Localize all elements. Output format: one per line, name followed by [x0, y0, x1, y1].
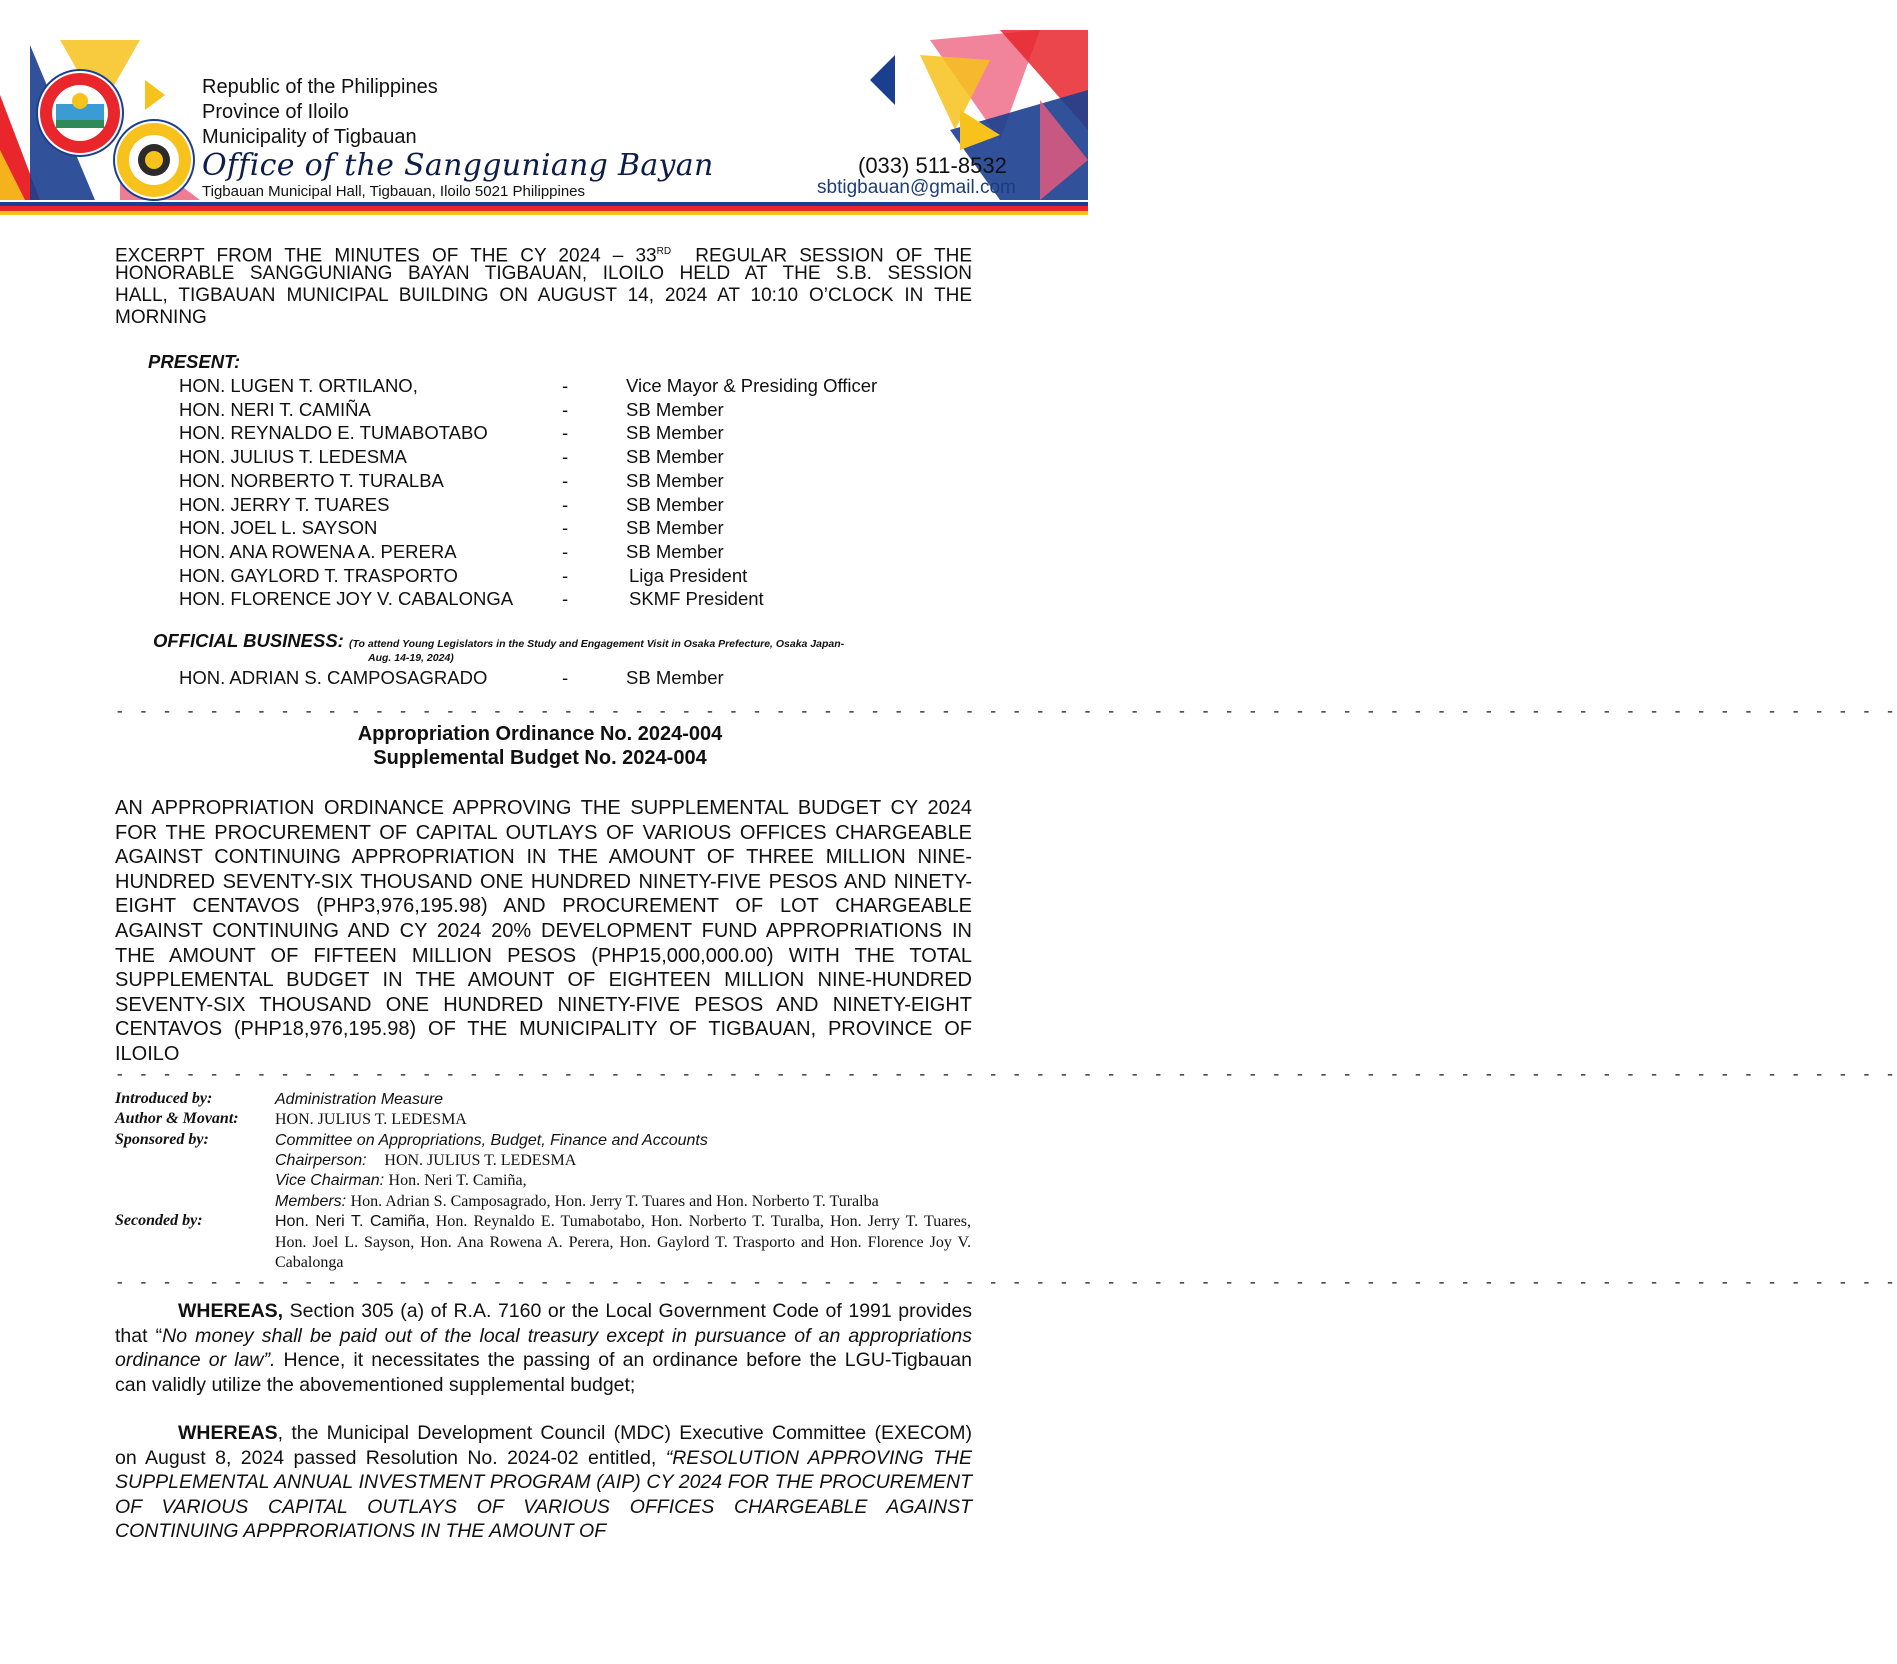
present-member-role: SB Member [626, 446, 724, 468]
present-member-role: SB Member [626, 469, 724, 491]
seconded-value: Hon. Neri T. Camiña, Hon. Reynaldo E. Tumabotabo, Hon. Norberto T. Turalba, Hon. Jerry T. Tuares, Hon. Joel L. Sayson, Hon. Ana Rowena A. Perera, Hon. Gaylord T. Trasporto and Hon. Florence Joy V. Cabalonga [275, 1213, 971, 1271]
present-member-role: SB Member [626, 517, 724, 539]
present-member-name: HON. NORBERTO T. TURALBA [179, 469, 444, 491]
excerpt-line-4: MORNING [115, 307, 207, 328]
present-member-name: HON. GAYLORD T. TRASPORTO [179, 564, 458, 586]
present-member-role: SKMF President [629, 588, 764, 610]
separator-3: - - - - - - - - - - - - - - - - - - - - - - - - - - - - - - - - - - - - - - - - - - - - - - - - - - - - - - - - - - - - - - - - - - - - - - - - - - - - [115, 1274, 1897, 1292]
phone-number: (033) 511-8532 [858, 153, 1007, 178]
present-member-name: HON. JERRY T. TUARES [179, 493, 390, 515]
sponsored-label: Sponsored by: [115, 1131, 209, 1148]
official-business-note: (To attend Young Legislators in the Study and Engagement Visit in Osaka Prefecture, Osaka Japan- [348, 638, 845, 650]
official-business-label: OFFICIAL BUSINESS: (To attend Young Legislators in the Study and Engagement Visit in Osaka Prefecture, Osaka Japan- [153, 630, 845, 651]
present-member-role: Vice Mayor & Presiding Officer [626, 375, 878, 396]
ordinance-title: AN APPROPRIATION ORDINANCE APPROVING THE SUPPLEMENTAL BUDGET CY 2024 FOR THE PROCUREMENT OF CAPITAL OUTLAYS OF VARIOUS OFFICES CHARGEABLE AGAINST CONTINUING APPROPRIATION IN THE AMOUNT OF THREE MILLION NINE-HUNDRED SEVENTY-SIX THOUSAND ONE HUNDRED NINETY-FIVE PESOS AND NINETY-EIGHT CENTAVOS (PHP3,976,195.98) AND PROCUREMENT OF LOT CHARGEABLE AGAINST CONTINUING AND CY 2024 20% DEVELOPMENT FUND APPROPRIATIONS IN THE AMOUNT OF FIFTEEN MILLION PESOS (PHP15,000,000.00) WITH THE TOTAL SUPPLEMENTAL BUDGET IN THE AMOUNT OF EIGHTEEN MILLION NINE-HUNDRED SEVENTY-SIX THOUSAND ONE HUNDRED NINETY-FIVE PESOS AND NINETY-EIGHT CENTAVOS (PHP18,976,195.98) OF THE MUNICIPALITY OF TIGBAUAN, PROVINCE OF ILOILO [115, 797, 972, 1065]
sponsored-value: Committee on Appropriations, Budget, Finance and Accounts [275, 1132, 708, 1149]
supplemental-budget-number: Supplemental Budget No. 2024-004 [373, 747, 707, 769]
present-member-dash: - [562, 422, 569, 444]
office-address: Tigbauan Municipal Hall, Tigbauan, Iloilo 5021 Philippines [202, 183, 586, 200]
excerpt-line-1: EXCERPT FROM THE MINUTES OF THE CY 2024 – 33RD REGULAR SESSION OF THE [115, 245, 972, 267]
present-member-dash: - [562, 564, 569, 586]
present-member-name: HON. ANA ROWENA A. PERERA [179, 540, 457, 562]
present-member-dash: - [562, 375, 569, 396]
present-member-role: SB Member [626, 493, 724, 515]
present-member-dash: - [562, 493, 569, 515]
separator-1: - - - - - - - - - - - - - - - - - - - - - - - - - - - - - - - - - - - - - - - - - - - - - - - - - - - - - - - - - - - - - - - - - - - - - - - - - - - - [115, 703, 1897, 721]
province-line: Province of Iloilo [202, 101, 349, 123]
author-label: Author & Movant: [115, 1110, 239, 1127]
present-member-name: HON. FLORENCE JOY V. CABALONGA [179, 588, 514, 610]
official-business-note-2: Aug. 14-19, 2024) [368, 652, 454, 664]
author-value: HON. JULIUS T. LEDESMA [275, 1111, 467, 1128]
present-member-role: SB Member [626, 422, 724, 444]
present-member-role: Liga President [629, 564, 748, 586]
chairperson-line: Chairperson: HON. JULIUS T. LEDESMA [275, 1152, 577, 1169]
official-business-dash: - [562, 667, 569, 688]
office-title: Office of the Sangguniang Bayan [202, 148, 714, 183]
whereas-clause-1: WHEREAS, Section 305 (a) of R.A. 7160 or the Local Government Code of 1991 provides that “No money shall be paid out of the local treasury except in pursuance of an appropriations ordinance or law”. Hence, it necessitates the passing of an ordinance before the LGU-Tigbauan can validly utilize the abovementioned supplemental budget; [115, 1300, 972, 1396]
email-address: sbtigbauan@gmail.com [817, 177, 1016, 198]
yellow-stripe [0, 211, 1088, 215]
excerpt-line-3: HALL, TIGBAUAN MUNICIPAL BUILDING ON AUGUST 14, 2024 AT 10:10 O’CLOCK IN THE [115, 285, 972, 306]
small-navy-triangle [870, 55, 895, 105]
introduced-label: Introduced by: [115, 1090, 213, 1107]
letterhead [0, 0, 1088, 225]
official-business-role: SB Member [626, 667, 724, 688]
separator-2: - - - - - - - - - - - - - - - - - - - - - - - - - - - - - - - - - - - - - - - - - - - - - - - - - - - - - - - - - - - - - - - - - - - - - - - - - - - - [115, 1066, 1897, 1084]
present-member-name: HON. JULIUS T. LEDESMA [179, 446, 407, 468]
sangguniang-bayan-seal [114, 120, 194, 200]
official-business-name: HON. ADRIAN S. CAMPOSAGRADO [179, 667, 488, 688]
present-member-role: SB Member [626, 398, 724, 420]
present-member-dash: - [562, 540, 569, 562]
present-member-role: SB Member [626, 540, 724, 562]
introduced-value: Administration Measure [275, 1091, 444, 1108]
excerpt-line-2: HONORABLE SANGGUNIANG BAYAN TIGBAUAN, ILOILO HELD AT THE S.B. SESSION [115, 263, 972, 284]
municipality-line: Municipality of Tigbauan [202, 126, 417, 148]
republic-line: Republic of the Philippines [202, 76, 438, 98]
present-member-name: HON. LUGEN T. ORTILANO, [179, 375, 418, 396]
vice-chairman-line: Vice Chairman: Hon. Neri T. Camiña, [275, 1172, 527, 1189]
present-member-dash: - [562, 517, 569, 539]
ordinance-number: Appropriation Ordinance No. 2024-004 [357, 723, 723, 745]
present-member-dash: - [562, 469, 569, 491]
present-member-dash: - [562, 446, 569, 468]
municipality-seal [37, 70, 123, 156]
present-member-dash: - [562, 588, 569, 610]
present-member-name: HON. JOEL L. SAYSON [179, 517, 378, 539]
small-yellow-triangle [145, 80, 165, 110]
present-label: PRESENT: [148, 351, 241, 372]
members-line: Members: Hon. Adrian S. Camposagrado, Hon. Jerry T. Tuares and Hon. Norberto T. Turalba [275, 1193, 879, 1210]
seconded-label: Seconded by: [115, 1212, 203, 1229]
whereas-clause-2: WHEREAS, the Municipal Development Council (MDC) Executive Committee (EXECOM) on August 8, 2024 passed Resolution No. 2024-02 entitled, “RESOLUTION APPROVING THE SUPPLEMENTAL ANNUAL INVESTMENT PROGRAM (AIP) CY 2024 FOR THE PROCUREMENT OF VARIOUS CAPITAL OUTLAYS OF VARIOUS OFFICES CHARGEABLE AGAINST CONTINUING APPPRORIATIONS IN THE AMOUNT OF [115, 1422, 973, 1542]
present-member-dash: - [562, 398, 569, 420]
present-member-name: HON. REYNALDO E. TUMABOTABO [179, 422, 488, 444]
present-member-name: HON. NERI T. CAMIÑA [179, 398, 371, 420]
